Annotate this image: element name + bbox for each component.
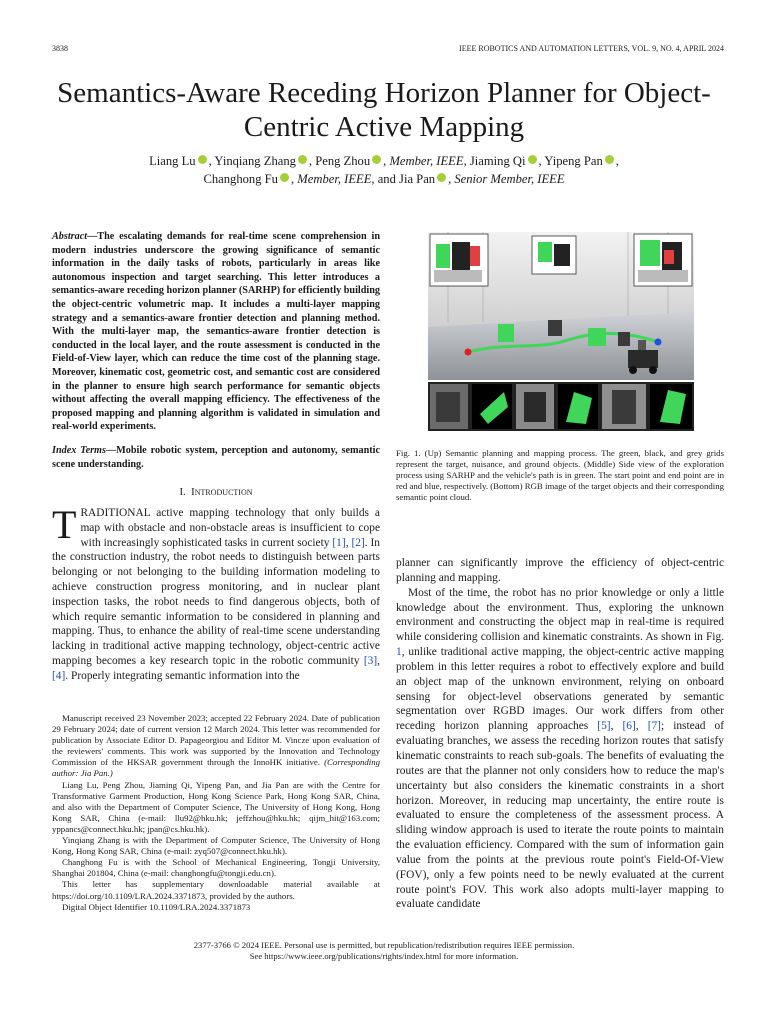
section-heading <box>52 486 380 498</box>
footnotes <box>52 713 380 913</box>
paragraph-text: , unlike traditional active mapping, the object-centric active mapping problem in this letter requires a robot to effectively explore and build an object map of the unknown environment, relying on onboard sensing for object-level observations generated by semantic segmentation over RGBD images. Our work differs from other receding horizon planning approaches <box>396 646 724 733</box>
intro-text: . Properly integrating semantic information into the <box>65 669 300 682</box>
footnote <box>52 713 380 780</box>
copyright-line: 2377-3766 © 2024 IEEE. Personal use is permitted, but republication/redistribution requires IEEE permission. <box>193 940 575 950</box>
section-number: I. <box>179 486 186 498</box>
paragraph-text: Most of the time, the robot has no prior knowledge or only a little knowledge about the environment. Thus, exploring the unknown environment and constructing the object map in real-time is required while considering collision and kinematic constraints. As shown in Fig. <box>396 586 724 644</box>
index-terms <box>52 444 380 471</box>
paragraph-text: ; instead of evaluating branches, we assess the receding horizon routes that satisfy kinematic constraints to reach sub-goals. The benefits of evaluating the routes are that the planner not only considers how to reduce the map's uncertainty but also considers the kinematic constraints in a short horizon. Moreover, in reducing map uncertainty, the entire route is evaluated to ensure the completeness of the assessment process. A sliding window approach is used to iterate the route points to maintain the evaluation efficiency. Compared with the sum of information gain value from the points at the previous route point's Field-Of-View (FOV), only a few points need to be newly evaluated at the current route point's FOV. This work also adopts multi-layer mapping to evaluate candidate <box>396 720 724 911</box>
intro-text: , <box>345 536 352 549</box>
author-role: Senior Member, IEEE <box>454 172 565 186</box>
index-terms-label: Index Terms <box>52 445 106 456</box>
author-name: Yipeng Pan <box>544 154 603 168</box>
footnote: Changhong Fu is with the School of Mechanical Engineering, Tongji University, Shanghai 201804, China (e-mail: changhongfu@tongji.edu.cn). <box>52 857 380 879</box>
figure-link[interactable]: 1 <box>396 646 402 659</box>
author-role: Member, IEEE <box>297 172 372 186</box>
orcid-icon[interactable] <box>372 155 381 164</box>
index-terms-text: —Mobile robotic system, perception and autonomy, semantic scene understanding. <box>52 445 380 470</box>
intro-paragraph <box>52 502 380 684</box>
author-name: Changhong Fu <box>203 172 278 186</box>
paragraph <box>396 586 724 913</box>
citation-link[interactable]: [5] <box>597 720 611 733</box>
journal-header: IEEE ROBOTICS AND AUTOMATION LETTERS, VOL. 9, NO. 4, APRIL 2024 <box>459 44 724 53</box>
right-column-text <box>396 556 724 912</box>
paragraph: planner can significantly improve the efficiency of object-centric planning and mapping. <box>396 557 724 584</box>
abstract-label: Abstract <box>52 231 88 242</box>
orcid-icon[interactable] <box>605 155 614 164</box>
intro-text: . In the construction industry, the robot needs to distinguish between parts belonging or not belonging to the building information modeling to achieve construction progress monitoring, and in nuclear plant inspection tasks, the robot needs to find dangerous objects, both of which require semantic information to be considered in planning and mapping. Thus, to enhance the ability of real-time scene understanding lacking in traditional active mapping technology, object-centric active mapping becomes a key research topic in the robotic community <box>52 536 380 667</box>
citation-link[interactable]: [3] <box>363 654 378 667</box>
author-name: Liang Lu <box>149 154 196 168</box>
citation-link[interactable]: [2] <box>351 536 365 549</box>
paper-title: Semantics-Aware Receding Horizon Planner for Object-Centric Active Mapping <box>57 77 711 143</box>
orcid-icon[interactable] <box>437 173 446 182</box>
figure-caption: Fig. 1. (Up) Semantic planning and mapping process. The green, black, and grey grids represent the target, nuisance, and ground objects. (Middle) Side view of the exploration process using SARHP and the vehicle's path is in green. The start point and end point are in red and blue, respectively. (Bottom) RGB image of the target objects and their corresponding semantic point cloud. <box>396 448 724 503</box>
citation-link[interactable]: [7] <box>647 720 661 733</box>
author-name: Jia Pan <box>399 172 436 186</box>
author-role: Member, IEEE <box>389 154 464 168</box>
orcid-icon[interactable] <box>528 155 537 164</box>
semantic-map-inset-left <box>430 234 488 286</box>
copyright-notice <box>52 940 716 962</box>
figure-1 <box>428 232 694 431</box>
start-point <box>465 349 472 356</box>
section-title: Introduction <box>191 486 253 498</box>
rgb-and-semantic-strip <box>428 382 694 431</box>
corresponding-author: (Corresponding author: Jia Pan.) <box>52 757 381 779</box>
abstract-text: —The escalating demands for real-time scene comprehension in modern industries underscore the growing significance of semantic information in the daily tasks of robots, particularly in areas like autonomous inspection and target searching. This letter introduces a semantics-aware receding horizon planner (SARHP) for efficiently building the object-centric volumetric map. It includes a multi-layer mapping strategy and a semantics-aware frontier detection and planning method. With the multi-layer map, the semantics-aware frontier detection is conducted in the local layer, and the route assessment is conducted in the Field-of-View layer, which can reduce the time cost of the planning stage. Moreover, kinematic cost, geometric cost, and semantic cost are considered in the planner to ensure high search performance for semantic objects without affecting the overall mapping efficiency. The effectiveness of the proposed mapping and planning algorithm is validated in simulation and real-world experiments. <box>52 231 380 433</box>
orcid-icon[interactable] <box>198 155 207 164</box>
citation-link[interactable]: [6] <box>622 720 636 733</box>
footnote: Digital Object Identifier 10.1109/LRA.2024.3371873 <box>62 901 251 912</box>
rights-url-line: See https://www.ieee.org/publications/rights/index.html for more information. <box>249 951 519 961</box>
intro-text: RADITIONAL active mapping technology that only builds a map with obstacle and non-obstacle areas is insufficient to cope with increasingly sophisticated tasks in current society <box>80 507 380 549</box>
footnote-text: Manuscript received 23 November 2023; accepted 22 February 2024. Date of publication 29 February 2024; date of current version 12 March 2024. This letter was recommended for publication by Associate Editor D. Papageorgiou and Editor M. Vincze upon evaluation of the reviewers' comments. This work was supported by the Innovation and Technology Commission of the HKSAR government through the InnoHK initiative. <box>52 713 380 768</box>
footnote: Liang Lu, Peng Zhou, Jiaming Qi, Yipeng Pan, and Jia Pan are with the Centre for Transformative Garment Production, Hong Kong Science Park, Hong Kong SAR, China, and also with the Department of Computer Science, The University of Hong Kong, Hong Kong SAR, China (e-mail: llu92@hku.hk; jeffzhou@hku.hk; qijm_hit@163.com; yppancs@connect.hku.hk; jpan@cs.hku.hk). <box>52 779 380 834</box>
author-list: Liang Lu , Yinqiang Zhang , Peng Zhou , Member, IEEE, Jiaming Qi , Yipeng Pan , Changhong Fu , Member, IEEE, and Jia Pan , Senior Member, IEEE <box>149 154 619 186</box>
paragraph-text: , <box>635 720 648 733</box>
footnote: This letter has supplementary downloadable material available at https://doi.org/10.1109/LRA.2024.3371873, provided by the authors. <box>52 879 380 901</box>
author-name: Jiaming Qi <box>469 154 526 168</box>
page-number: 3838 <box>52 44 68 53</box>
orcid-icon[interactable] <box>298 155 307 164</box>
orcid-icon[interactable] <box>280 173 289 182</box>
author-name: Peng Zhou <box>315 154 371 168</box>
citation-link[interactable]: [1] <box>332 536 346 549</box>
end-point <box>655 339 662 346</box>
drop-cap: T <box>52 502 77 547</box>
footnote: Yinqiang Zhang is with the Department of Computer Science, The University of Hong Kong, Hong Kong SAR, China (e-mail: zyq507@connect.hku.hk). <box>52 835 380 857</box>
author-name: Yinqiang Zhang <box>214 154 296 168</box>
abstract <box>52 230 380 434</box>
paragraph-text: , <box>610 720 623 733</box>
semantic-map-inset-middle <box>532 236 576 274</box>
intro-text: , <box>377 654 380 667</box>
semantic-map-inset-right <box>634 234 692 286</box>
citation-link[interactable]: [4] <box>52 669 66 682</box>
